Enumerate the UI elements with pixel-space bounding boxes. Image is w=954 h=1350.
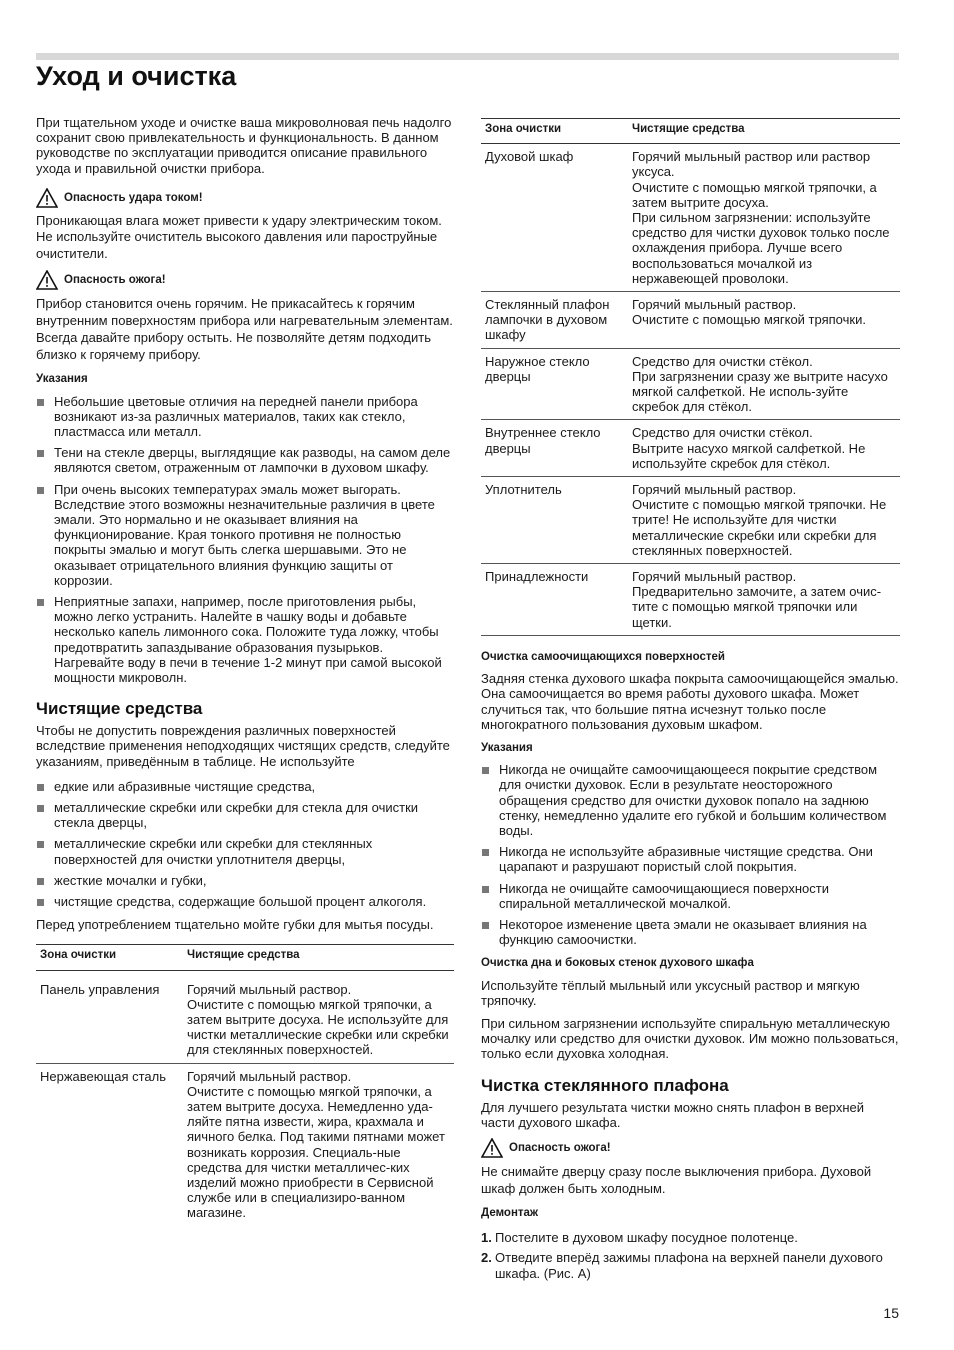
list-item: Никогда не используйте абразивные чистящие средства. Они царапают и разрушают пористый слой покрытия. [481, 844, 900, 874]
list-item: При очень высоких температурах эмаль может выгорать. Вследствие этого возможны незначительные различия в цвете эмали. Это нормально и не оказывает влияния на функционирование. Края тонкого противня не полностью покрыты эмалью и могут быть слегка шершавыми. Это не оказывает отрицательного влияния функцию защиты от коррозии. [36, 482, 454, 588]
notes-heading: Указания [36, 373, 88, 386]
page-title: Уход и очистка [36, 61, 237, 91]
list-item: едкие или абразивные чистящие средства, [36, 779, 454, 794]
table-cell-agent: Горячий мыльный раствор. Очистите с помощью мягкой тряпочки. [628, 292, 900, 349]
list-item: металлические скребки или скребки для стеклянных поверхностей для очистки уплотнителя дверцы, [36, 836, 454, 866]
warning-burn-text-right: Не снимайте дверцу сразу после выключения прибора. Духовой шкаф должен быть холодным. [481, 1163, 872, 1196]
warning-electric-heading [36, 188, 454, 208]
table-row [481, 420, 900, 477]
list-item: Никогда не очищайте самоочищающееся покрытие средством для очистки духовок. Если в результате неосторожного обращения средство для очистки духовок попало на заднюю стенку, немедленно удалите его губкой и большим количеством воды. [481, 762, 900, 838]
notes-heading-right: Указания [481, 741, 533, 754]
table-cell-agent: Горячий мыльный раствор или раствор уксуса. Очистите с помощью мягкой тряпочки, а затем вытрите досуха. При сильном загрязнении: используйте средство для чистки духовок только после охлаждения прибора. Лучше всего воспользоваться мочалкой из нержавеющей проволоки. [628, 144, 900, 292]
cleaning-intro: Чтобы не допустить повреждения различных поверхностей вследствие применения неподходящих чистящих средств, следуйте указаниям, приведённым в таблице. Не используйте [36, 723, 450, 769]
notes-list-right [481, 762, 900, 947]
table-header-agent: Чистящие средства [183, 945, 454, 970]
self-clean-text: Задняя стенка духового шкафа покрыта самоочищающейся эмалью. Она самоочищается во время работы духового шкафа. Может случиться так, что большие пятна исчезнут только после многократного пользования духовым шкафом. [481, 671, 899, 732]
table-cell-agent: Горячий мыльный раствор. Предварительно замочите, а затем очис-тите с помощью мягкой тряпочки или щетки. [628, 564, 900, 636]
warning-burn-heading [36, 270, 454, 290]
bottom-walls-text-2: При сильном загрязнении используйте спиральную металлическую мочалку или средство для очистки духовок. Им можно пользоваться, только если духовка холодная. [481, 1015, 899, 1062]
list-item: Тени на стекле дверцы, выглядящие как разводы, на самом деле являются светом, отраженным от лампочки в духовом шкафу. [36, 445, 454, 475]
table-cell-zone: Панель управления [36, 970, 183, 1063]
list-item: чистящие средства, содержащие большой процент алкоголя. [36, 894, 454, 909]
cleaning-table-left [36, 944, 454, 1225]
notes-list [36, 394, 454, 686]
cleaning-agents-heading: Чистящие средства [36, 699, 203, 719]
before-use-text: Перед употреблением тщательно мойте губки для мытья посуды. [36, 917, 434, 933]
table-row [481, 348, 900, 420]
table-row [481, 292, 900, 349]
table-cell-zone: Уплотнитель [481, 477, 628, 564]
table-header-zone: Зона очистки [36, 945, 183, 970]
table-cell-agent: Горячий мыльный раствор. Очистите с помощью мягкой тряпочки. Не трите! Не используйте для чистки металлические скребки или скребки для стеклянных поверхностей. [628, 477, 900, 564]
warning-burn-text: Прибор становится очень горячим. Не прикасайтесь к горячим внутренним поверхностям прибора или нагревательным элементам. Всегда давайте прибору остыть. Не позволяйте детям подходить близко к горячему прибору. [36, 296, 453, 363]
removal-heading: Демонтаж [481, 1206, 539, 1219]
avoid-list [36, 779, 454, 909]
right-column [481, 118, 900, 1286]
table-cell-agent: Средство для очистки стёкол. При загрязнении сразу же вытрите насухо мягкой салфеткой. Не исполь-зуйте скребок для стёкол. [628, 348, 900, 420]
self-clean-heading: Очистка самоочищающихся поверхностей [481, 650, 725, 663]
header-bar [36, 53, 899, 60]
warning-triangle-icon [36, 188, 58, 208]
table-row [36, 1063, 454, 1226]
table-cell-zone: Внутреннее стекло дверцы [481, 420, 628, 477]
table-cell-zone: Принадлежности [481, 564, 628, 636]
warning-triangle-icon [481, 1138, 503, 1158]
list-item: Небольшие цветовые отличия на передней панели прибора возникают из-за различных материалов, таких как стекло, пластмасса или металл. [36, 394, 454, 440]
cleaning-table-right [481, 118, 900, 636]
warning-triangle-icon [36, 270, 58, 290]
bottom-walls-text-1: Используйте тёплый мыльный или уксусный раствор и мягкую тряпочку. [481, 977, 860, 1008]
table-cell-agent: Средство для очистки стёкол. Вытрите насухо мягкой салфеткой. Не используйте скребок для стёкол. [628, 420, 900, 477]
table-row [36, 970, 454, 1063]
table-cell-agent: Горячий мыльный раствор. Очистите с помощью мягкой тряпочки, а затем вытрите досуха. Немедленно уда-ляйте пятна извести, жира, крахмала и яичного белка. Под такими пятнами может возникать коррозия. Специаль-ные средства для чистки металличес-ких изделий можно приобрести в Сервисной службе или в специализиро-ванном магазине. [187, 1068, 445, 1221]
table-cell-zone: Нержавеющая сталь [40, 1068, 166, 1084]
warning-burn-title: Опасность ожога! [64, 274, 166, 287]
warning-electric-text: Проникающая влага может привести к удару электрическим током. Не используйте очиститель высокого давления или пароструйные очистители. [36, 212, 442, 261]
intro-text: При тщательном уходе и очистке ваша микроволновая печь надолго сохранит свою привлекательность и функциональность. В данном руководстве по эксплуатации приводится описание правильного ухода и правильной очистки прибора. [36, 115, 452, 176]
table-row [481, 144, 900, 292]
list-item: Некоторое изменение цвета эмали не оказывает влияния на функцию самоочистки. [481, 917, 900, 947]
table-cell-zone: Наружное стекло дверцы [481, 348, 628, 420]
page-number: 15 [883, 1305, 899, 1321]
list-item: 2. Отведите вперёд зажимы плафона на верхней панели духового шкафа. (Рис. A) [481, 1250, 883, 1281]
warning-burn-heading-right [481, 1138, 900, 1158]
list-item: жесткие мочалки и губки, [36, 873, 454, 888]
table-row [481, 477, 900, 564]
list-item: металлические скребки или скребки для стекла для очистки стекла дверцы, [36, 800, 454, 830]
left-column [36, 115, 454, 1226]
removal-steps [481, 1230, 900, 1281]
bottom-walls-heading: Очистка дна и боковых стенок духового шкафа [481, 957, 754, 970]
warning-electric-title: Опасность удара током! [64, 191, 203, 204]
list-item: Никогда не очищайте самоочищающиеся поверхности спиральной металлической мочалкой. [481, 881, 900, 911]
table-cell-agent: Горячий мыльный раствор. Очистите с помощью мягкой тряпочки, а затем вытрите досуха. Не используйте для чистки металлические скребки или скребки для стеклянных поверхностей. [183, 970, 454, 1063]
table-header-agent: Чистящие средства [628, 119, 900, 144]
table-cell-zone: Духовой шкаф [481, 144, 628, 292]
list-item: Неприятные запахи, например, после приготовления рыбы, можно легко устранить. Налейте в чашку воды и добавьте несколько капель лимонного сока. Положите туда ложку, чтобы предотвратить запаздывание образования пузырьков. Нагревайте воду в печи в течение 1-2 минут при самой высокой мощности микроволн. [36, 594, 454, 685]
list-item: 1. Постелите в духовом шкафу посудное полотенце. [481, 1230, 798, 1246]
glass-cover-heading: Чистка стеклянного плафона [481, 1075, 729, 1095]
warning-burn-title-right: Опасность ожога! [509, 1141, 611, 1154]
table-row [481, 564, 900, 636]
table-header-zone: Зона очистки [481, 119, 628, 144]
glass-cover-text: Для лучшего результата чистки можно снять плафон в верхней части духового шкафа. [481, 1099, 864, 1130]
table-cell-zone: Стеклянный плафон лампочки в духовом шкафу [481, 292, 628, 349]
